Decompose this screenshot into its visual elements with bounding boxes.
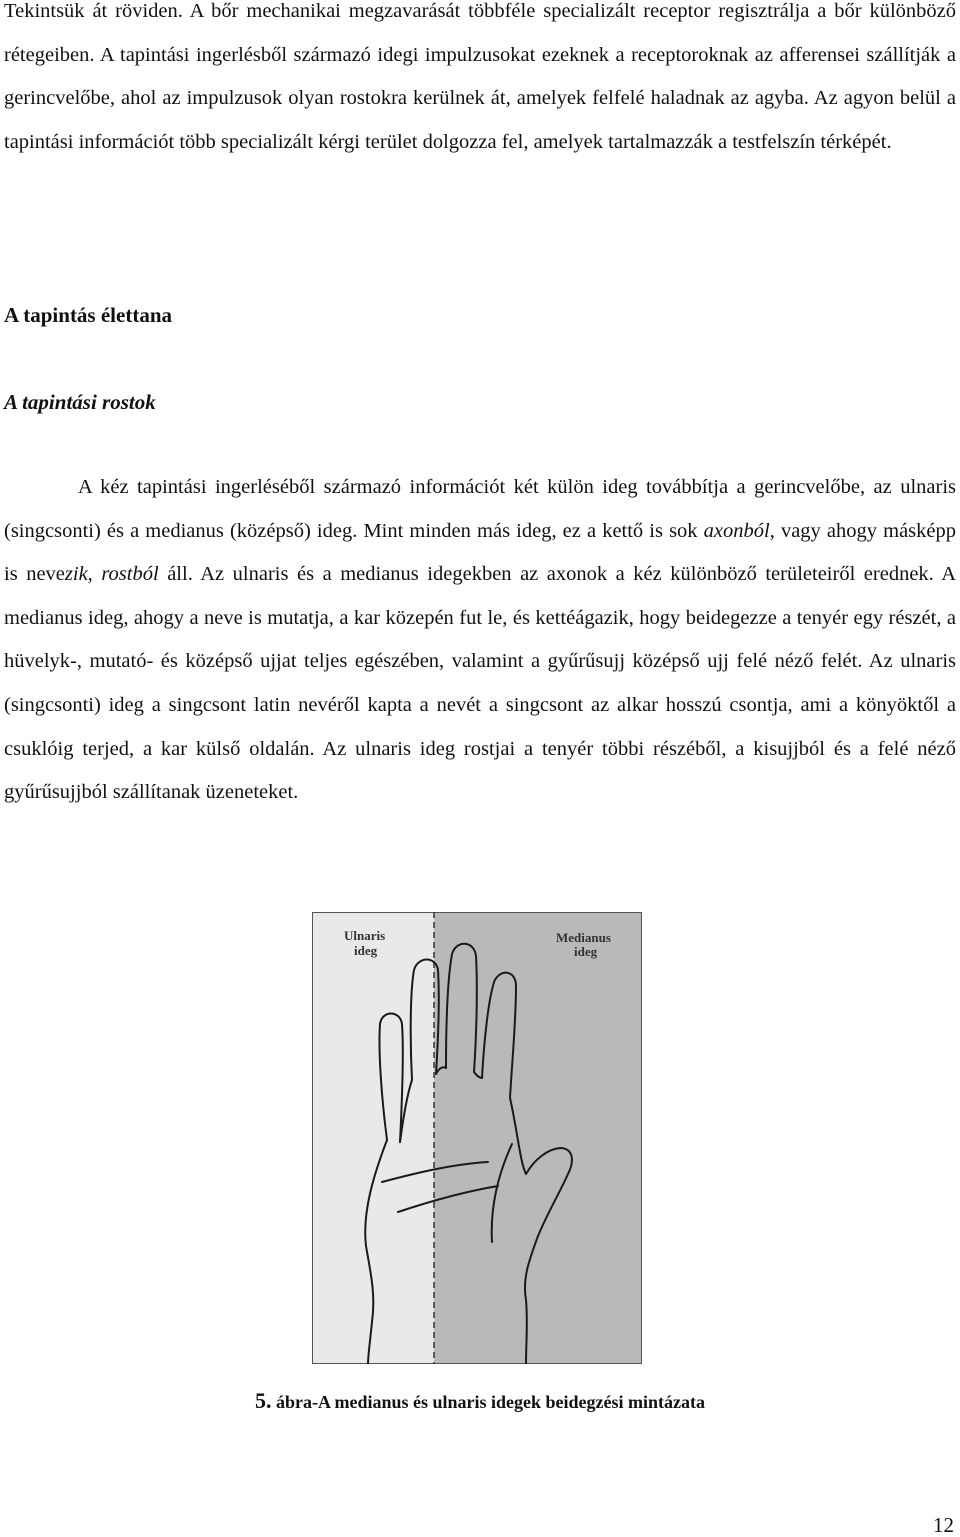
median-label-line1: Medianus xyxy=(556,930,611,945)
hand-diagram xyxy=(312,912,642,1364)
figure-caption-text: ábra-A medianus és ulnaris idegek beidegzési mintázata xyxy=(271,1392,705,1412)
median-label-line2: ideg xyxy=(574,944,598,959)
page-number: 12 xyxy=(933,1513,954,1537)
body-text-part2: vagy ahogy másképp is neve xyxy=(4,519,956,586)
ulnar-label-line1: Ulnaris xyxy=(344,928,386,943)
figure-caption xyxy=(0,1386,960,1417)
body-paragraph xyxy=(4,466,956,815)
section-heading: A tapintás élettana xyxy=(4,303,172,327)
body-text-part1: A kéz tapintási ingerléséből származó információt két külön ideg továbbítja a gerincvelőbe, az ulnaris (singcsonti) és a medianus (középső) ideg. Mint minden más ideg, ez a kettő is sok xyxy=(4,476,956,542)
intro-paragraph: Tekintsük át röviden. A bőr mechanikai megzavarását többféle specializált receptor regisztrálja a bőr különböző rétegeiben. A tapintási ingerlésből származó idegi impulzusokat ezeknek a receptoroknak az afferensei szállítják a gerincvelőbe, ahol az impulzusok olyan rostokra kerülnek át, amelyek felfelé haladnak az agyba. Az agyon belül a tapintási információt több specializált kérgi terület dolgozza fel, amelyek tartalmazzák a testfelszín térképét. xyxy=(4,0,956,153)
body-text-part3: áll. Az ulnaris és a medianus idegekben az axonok a kéz különböző területeiről erednek. A medianus ideg, ahogy a neve is mutatja, a kar közepén fut le, és kettéágazik, hogy beidegezze a tenyér egy részét, a hüvelyk-, mutató- és középső ujjat teljes egészében, valamint a gyűrűsujj középső ujj felé néző felét. Az ulnaris (singcsonti) ideg a singcsont latin nevéről kapta a nevét a singcsont az alkar hosszú csontja, ami a könyöktől a csuklóig terjed, a kar külső oldalán. Az ulnaris ideg rostjai a tenyér többi részéből, a kisujjból és a felé néző gyűrűsujjból szállítanak üzeneteket. xyxy=(4,563,957,804)
subsection-heading: A tapintási rostok xyxy=(4,390,156,414)
median-region xyxy=(434,912,642,1364)
figure-number: 5. xyxy=(254,1388,272,1413)
hand-innervation-figure xyxy=(312,912,642,1364)
body-italic-axon: axonból, xyxy=(703,519,775,542)
body-italic-rost: zik, rostból xyxy=(64,563,159,586)
ulnar-label-line2: ideg xyxy=(354,943,378,958)
